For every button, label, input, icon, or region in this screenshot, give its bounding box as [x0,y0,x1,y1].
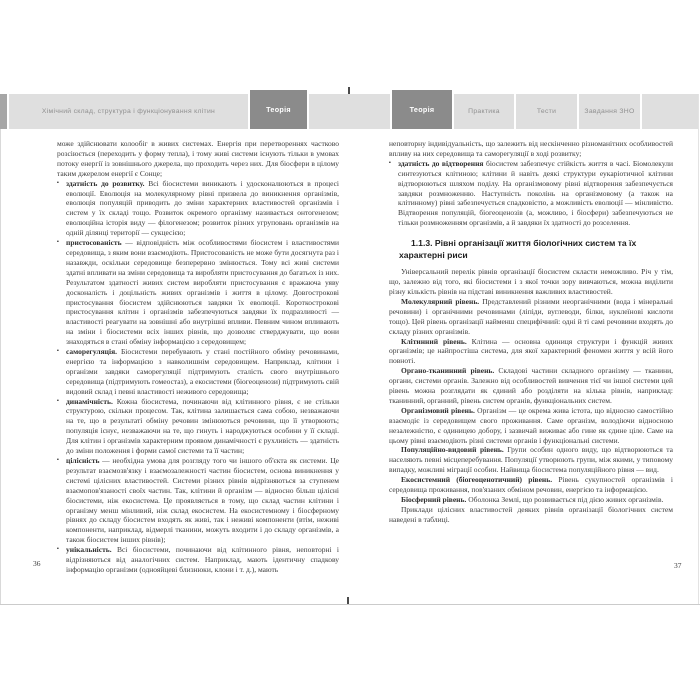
tab-bar-spacer [309,94,390,129]
paragraph: Популяційно-видовий рівень. Групи особин одного виду, що відтворюються та населяють певні місцеперебування. Популяції утворюють групи, між якими, у типовому випадку, можливі міграції особин. Найвища біосистема популяційного рівня — вид. [389,445,674,475]
sheet-right-edge [698,94,699,604]
bold-lead: Популяційно-видовий рівень. [401,445,508,455]
bullet-item: ▪ унікальність. Всі біосистеми, починаючи від клітинного рівня, неповторні і відрізняються від аналогічних систем. Наприклад, мають ідентичну спадкову інформацію організми (однояйцеві близнюки, клони і т. д.), мають [57,545,339,574]
paragraph: Екосистемний (біогеоценотичний) рівень. Рівень сукупностей організмів і середовища проживання, пов'язаних обміном речовин, енергією та інформацією. [389,475,674,495]
bold-lead: Органо-тканинний рівень. [401,366,499,376]
bullet-item: ▪ динамічність. Кожна біосистема, починаючи від клітинного рівня, є не стільки структурою, скільки процесом. Так, клітина залишається сама собою, незважаючи на те, що в результаті обміну речовин змінюються речовини, що її утворюють; популяція існує, незважаючи на те, що гинуть і народжуються особини у її складі. Для клітин і організмів характерним проявом динамічності є рухливість — здатність до зміни положення і форми самої системи та її частин; [57,396,339,456]
tab-zno-tasks: Завдання ЗНО [579,94,640,129]
bold-lead: унікальність. [66,545,117,555]
bold-lead: цілісність [66,456,103,465]
bold-lead: здатність до розвитку. [66,178,149,188]
bold-lead: здатність до відтворення [398,158,486,168]
bullet-item: ▪ цілісність — необхідна умова для розгляду того чи іншого об'єкта як системи. Це результат взаємозв'язку і взаємозалежності частин біосистем, основа виникнення у системі цілісних властивостей. Системи різних рівнів відрізняються за ступенем взаємопов'язаності своїх частин. Так, клітини й організм — відносно більш цілісні біосистеми, ніж екосистема. Це проявляється в тому, що склад частин клітини і організму менш мінливий, ніж склад екосистем. На екосистемному і біосферному рівнях до складу біосистем входять як живі, так і неживі компоненти (втім, неживі компоненти, наприклад, відмерлі тканини, можуть входити і до складу організмів, а також біосистем інших рівнів); [57,456,339,545]
section-heading: 1.1.3. Рівні організації життя біологічних систем та їх характерні риси [399,238,637,261]
paragraph: Молекулярний рівень. Представлений різними неорганічними (вода і мінеральні речовини) і органічними речовинами (ліпіди, вуглеводи, білки, нуклеїнові кислоти тощо). Цей рівень організації найменш специфічний: одні й ті самі речовини входять до складу різних організмів. [389,296,673,336]
sheet-left-edge [0,94,1,604]
bold-lead: пристосованість [66,238,126,248]
bullet-marker-icon: ▪ [57,457,59,463]
fold-mark-bottom [347,597,349,604]
tab-tests: Тести [516,94,577,129]
paragraph: неповторну індивідуальність, що залежить від нескінченно різноманітних особливостей впливу на них середовища та саморегуляції в ході розвитку; [389,139,673,158]
paragraph: Організмовий рівень. Організм — це окрема жива істота, що відносно самостійно взаємодіє із середовищем свого проживання. Саме організм, володіючи відносною незалежністю, є одиницею добору, і зазвичай виживає або гине як єдине ціле. Саме на цьому рівні взаємодіють різні системи органів і функціональні системи. [389,405,673,445]
bullet-marker-icon: ▪ [57,546,59,553]
sheet-bottom-edge [0,604,700,605]
bold-lead: динамічність. [66,396,117,406]
bullet-item: ▪ здатність до відтворення біосистем забезпечує стійкість життя в часі. Біомолекули синтезуються клітиною; клітини й навіть деякі структури еукаріотичної клітини відтворюються шляхом поділу. На організмовому рівні відтворення забезпечується завдяки розмноженню. Наступність поколінь на організмовому (а також на клітинному) рівні забезпечується спадковістю, а можливість еволюції — мінливістю. Відтворення популяцій, біогеоценозів (а, можливо, і біосфери) забезпечуються не тільки розмноженням організмів, а й завдяки їх здатності до розселення. [389,158,673,228]
left-page-text [57,139,339,575]
bullet-marker-icon: ▪ [57,239,59,246]
fold-mark-top [348,87,350,94]
bold-lead: Молекулярний рівень. [401,296,483,306]
paragraph: Приклади цілісних властивостей деяких рівнів організації біологічних систем наведені в таблиці. [389,504,673,524]
tab-theory: Теорія [392,90,452,129]
bold-lead: Клітинний рівень. [401,336,472,346]
right-page-text [389,139,673,525]
paragraph: Клітинний рівень. Клітина — основна одиниця структури і функцій живих організмів; це найпростіша система, для якої характерний феномен життя у всій його повноті. [389,336,673,366]
bold-lead: Організмовий рівень. [401,405,478,415]
bold-lead: саморегуляція. [66,347,121,357]
page-number-left: 36 [33,559,41,568]
chapter-title: Хімічний склад, структура і функціонування клітин [9,94,248,129]
paragraph: Універсальний перелік рівнів організації біосистем скласти неможливо. Річ у тім, що, залежно від того, які біосистеми і з якої точки зору вивчаються, можна виділити різну кількість рівнів на підставі виникнення важливих властивостей. [389,267,673,296]
bullet-item: ▪ саморегуляція. Біосистеми перебувають у стані постійного обміну речовинами, енергією та інформацією з навколишнім середовищем. Наприклад, клітини і організми завдяки саморегуляції підтримують сталість свого внутрішнього середовища (підтримують гомеостаз), а екосистеми (біогеоценози) підтримують свій видовий склад і певні властивості неживого середовища; [57,347,339,396]
paragraph: Органо-тканинний рівень. Складові частини складного організму — тканини, органи, системи органів. Залежно від особливостей вивчення тієї чи іншої системи цей рівень можна розглядати як єдиний або розділяти на кілька рівнів, наприклад: тканинний, органний, рівень систем органів, функціональних систем. [389,366,673,405]
bold-lead: Біосферний рівень. [401,495,469,504]
tab-theory-left-page: Теорія [250,90,307,129]
bullet-marker-icon: ▪ [389,159,391,166]
tab-bar-right-cap [642,94,698,129]
page-number-right: 37 [674,561,682,570]
bullet-marker-icon: ▪ [57,179,59,186]
bullet-item: ▪ здатність до розвитку. Всі біосистеми виникають і удосконалюються в процесі еволюції. Еволюція на молекулярному рівні призвела до виникнення організмів, еволюція популяцій приводить до зміни характерних властивостей організмів і систем у їх складі тощо. Розвиток окремого організму називається онтогенезом; еволюційна історія виду — філогенезом; розвиток різних угруповань організмів на одній ділянці території — сукцесією; [57,178,340,238]
bold-lead: Екосистемний (біогеоценотичний) рівень. [401,475,559,485]
paragraph: може здійснювати колообіг в живих системах. Енергія при перетвореннях частково розсіюється (переходить у форму тепла), і тому живі системи існують тільки в умовах потоку енергії із зовнішнього джерела, що проходить через них. Для біосфери в цілому таким джерелом енергії є Сонце; [57,139,339,178]
bullet-marker-icon: ▪ [57,348,59,355]
bullet-item: ▪ пристосованість — відповідність між особливостями біосистем і властивостями середовища, з яким вони взаємодіють. Пристосованість не може бути досягнута раз і назавжди, оскільки середовище безперервно змінюється. Тому всі живі системи здатні впливати на зміни середовища та виробляти пристосування до багатьох із них. Результатом здатності живих систем виробляти пристосування є вражаюча уяву досконалість і доцільність живих організмів і життя в цілому. Довгострокові пристосування біосистем здійснюються завдяки їх еволюції. Короткострокові пристосування клітин і організмів забезпечуються завдяки їх подразливості — властивості реагувати на зовнішні або внутрішні впливи. Певним чином впливають на зміни і біосистеми всіх інших рівнів, що дозволяє стверджувати, що вони знаходяться в стані обміну інформацією з середовищем; [57,238,339,347]
paragraph: Біосферний рівень. Оболонка Землі, що розвивається під дією живих організмів. [401,495,664,504]
tab-practice: Практика [454,94,514,129]
tab-bar-left-cap [0,94,7,129]
bullet-marker-icon: ▪ [57,397,59,404]
